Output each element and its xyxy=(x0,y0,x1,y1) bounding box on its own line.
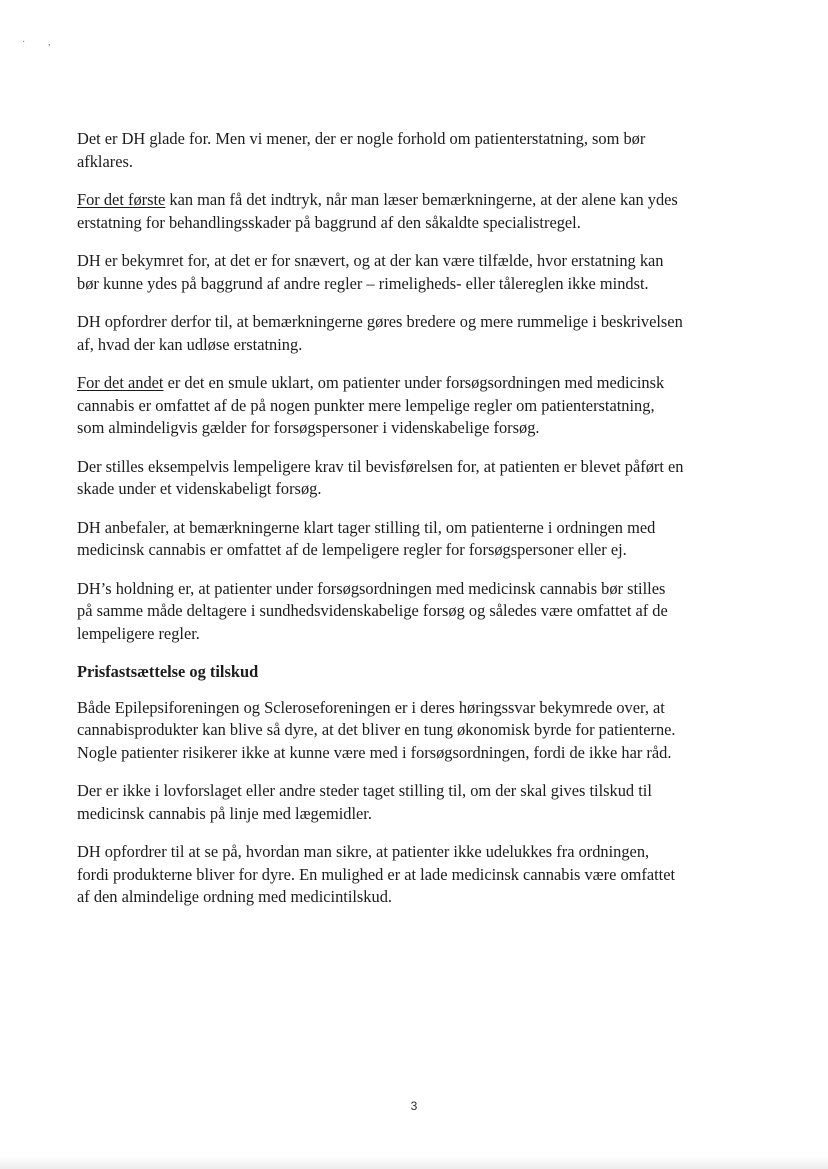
paragraph-line: på samme måde deltagere i sundhedsvidenskabelige forsøg og således være omfattet af de xyxy=(77,601,668,620)
paragraph xyxy=(77,841,757,909)
paragraph-line: Både Epilepsiforeningen og Scleroseforeningen er i deres høringssvar bekymrede over, at xyxy=(77,697,665,717)
section-heading: Prisfastsættelse og tilskud xyxy=(77,662,259,681)
paragraph-line: skade under et videnskabeligt forsøg. xyxy=(77,479,322,498)
paragraph-line: af, hvad der kan udløse erstatning. xyxy=(77,334,303,354)
paragraph-line: Der stilles eksempelvis lempeligere krav til bevisførelsen for, at patienten er blevet påført en xyxy=(77,456,684,476)
paragraph-line: er det en smule uklart, om patienter under forsøgsordningen med medicinsk xyxy=(163,373,665,392)
paragraph xyxy=(77,311,757,356)
paragraph-line: afklares. xyxy=(77,151,133,171)
scan-speck: · xyxy=(22,37,26,48)
paragraph-line: DH’s holdning er, at patienter under forsøgsordningen med medicinsk cannabis bør stilles xyxy=(77,578,666,598)
paragraph-line: lempeligere regler. xyxy=(77,623,200,643)
paragraph xyxy=(77,780,757,825)
paragraph-line: DH opfordrer derfor til, at bemærkningerne gøres bredere og mere rummelige i beskrivelsen xyxy=(77,312,683,331)
paragraph xyxy=(77,372,757,440)
paragraph xyxy=(77,697,757,765)
paragraph xyxy=(77,189,757,234)
paragraph-line: DH opfordrer til at se på, hvordan man sikre, at patienter ikke udelukkes fra ordningen, xyxy=(77,842,650,861)
paragraph-line: Det er DH glade for. Men vi mener, der er nogle forhold om patienterstatning, som bør xyxy=(77,129,646,148)
underlined-lead: For det første xyxy=(77,190,166,209)
paragraph-line: bør kunne ydes på baggrund af andre regler – rimeligheds- eller tålereglen ikke mindst. xyxy=(77,273,649,293)
document-body xyxy=(77,128,757,925)
paragraph-line: kan man få det indtryk, når man læser bemærkningerne, at der alene kan ydes xyxy=(165,190,678,209)
scan-speck: , xyxy=(48,37,51,48)
paragraph-line: cannabisprodukter kan blive så dyre, at det bliver en tung økonomisk byrde for patienterne. xyxy=(77,720,676,739)
paragraph xyxy=(77,250,757,295)
paragraph xyxy=(77,128,757,173)
paragraph-line: erstatning for behandlingsskader på baggrund af den såkaldte specialistregel. xyxy=(77,212,581,232)
paragraph-line: Der er ikke i lovforslaget eller andre steder taget stilling til, om der skal gives tilskud til xyxy=(77,781,652,800)
paragraph-line: af den almindelige ordning med medicintilskud. xyxy=(77,887,392,906)
paragraph-line: fordi produkterne bliver for dyre. En mulighed er at lade medicinsk cannabis være omfattet xyxy=(77,864,676,884)
paragraph xyxy=(77,578,757,646)
page-number: 3 xyxy=(410,1099,418,1113)
paragraph-line: DH er bekymret for, at det er for snævert, og at der kan være tilfælde, hvor erstatning kan xyxy=(77,251,664,270)
paragraph-line: medicinsk cannabis på linje med lægemidler. xyxy=(77,803,372,823)
paragraph-line: Nogle patienter risikerer ikke at kunne være med i forsøgsordningen, fordi de ikke har råd. xyxy=(77,742,672,762)
scan-edge-shadow xyxy=(0,1156,828,1169)
paragraph-line: cannabis er omfattet af de på nogen punkter mere lempelige regler om patienterstatning, xyxy=(77,395,655,415)
paragraph xyxy=(77,517,757,562)
paragraph xyxy=(77,456,757,501)
paragraph-line: medicinsk cannabis er omfattet af de lempeligere regler for forsøgspersoner eller ej. xyxy=(77,540,627,559)
paragraph-line: som almindeligvis gælder for forsøgspersoner i videnskabelige forsøg. xyxy=(77,418,540,437)
underlined-lead: For det andet xyxy=(77,373,164,392)
paragraph-line: DH anbefaler, at bemærkningerne klart tager stilling til, om patienterne i ordningen med xyxy=(77,517,656,537)
